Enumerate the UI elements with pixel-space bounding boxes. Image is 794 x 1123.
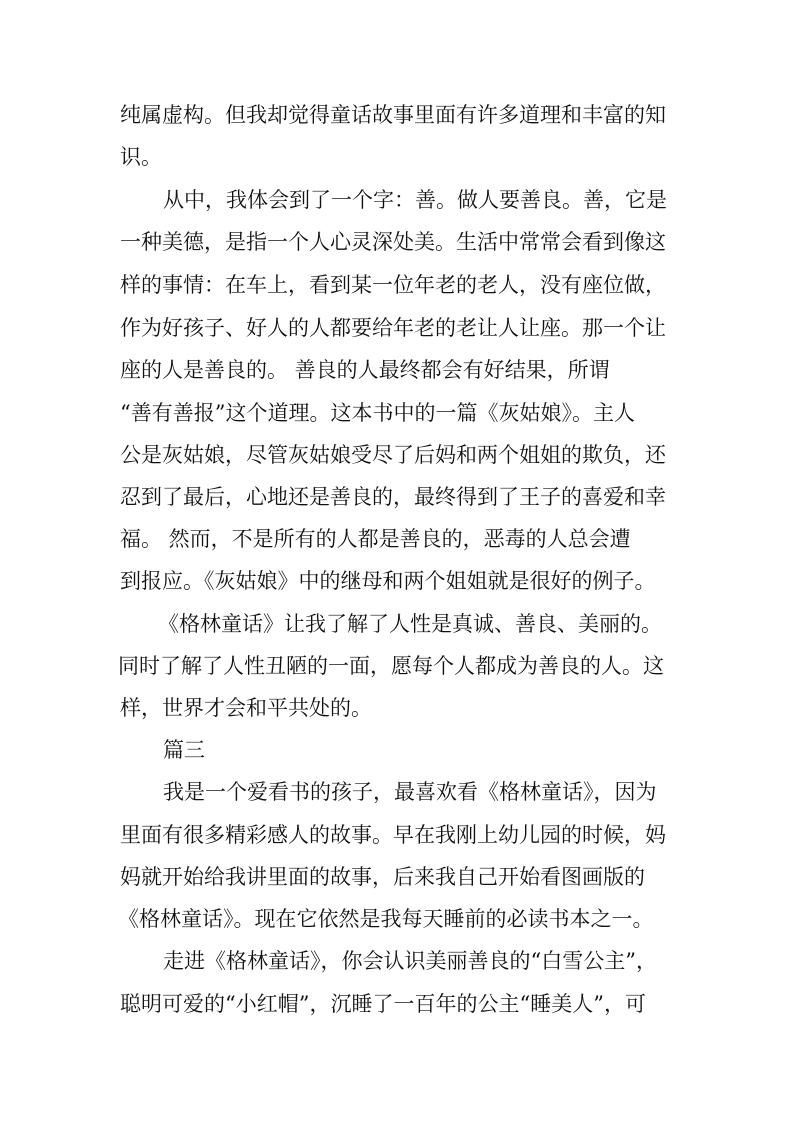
text-line: 同时了解了人性丑陋的一面，愿每个人都成为善良的人。这 [118,654,664,678]
paragraph-start-line: 走进《格林童话》，你会认识美丽善良的“白雪公主”， [163,949,657,973]
paragraph-start-line: 我是一个爱看书的孩子，最喜欢看《格林童话》，因为 [163,780,657,804]
text-line: “善有善报”这个道理。这本书中的一篇《灰姑娘》。主人 [120,401,635,425]
text-line: 纯属虚构。但我却觉得童话故事里面有许多道理和丰富的知 [120,103,666,127]
paragraph-start-line: 从中，我体会到了一个字：善。做人要善良。善，它是 [163,188,667,212]
text-line: 座的人是善良的。 善良的人最终都会有好结果，所谓 [120,358,610,382]
text-line: 里面有很多精彩感人的故事。早在我刚上幼儿园的时候，妈 [120,823,666,847]
text-line: 忍到了最后，心地还是善良的，最终得到了王子的喜爱和幸 [120,485,666,509]
text-line: 《格林童话》。现在它依然是我每天睡前的必读书本之一。 [118,907,654,931]
text-line: 聪明可爱的“小红帽”，沉睡了一百年的公主“睡美人”，可 [120,992,646,1016]
text-line: 到报应。《灰姑娘》中的继母和两个姐姐就是很好的例子。 [120,569,656,593]
text-line: 作为好孩子、好人的人都要给年老的老让人让座。那一个让 [120,316,666,340]
paragraph-start-line: 《格林童话》让我了解了人性是真诚、善良、美丽的。 [158,612,662,636]
text-line: 福。 然而，不是所有的人都是善良的，恶毒的人总会遭 [120,527,631,551]
section-heading: 篇三 [163,738,205,762]
text-line: 识。 [120,145,162,169]
text-line: 样，世界才会和平共处的。 [120,696,372,720]
text-line: 一种美德，是指一个人心灵深处美。生活中常常会看到像这 [120,230,666,254]
text-line: 公是灰姑娘，尽管灰姑娘受尽了后妈和两个姐姐的欺负，还 [120,443,666,467]
text-line: 样的事情：在车上，看到某一位年老的老人，没有座位做， [120,273,666,297]
text-line: 妈就开始给我讲里面的故事，后来我自己开始看图画版的 [120,865,645,889]
